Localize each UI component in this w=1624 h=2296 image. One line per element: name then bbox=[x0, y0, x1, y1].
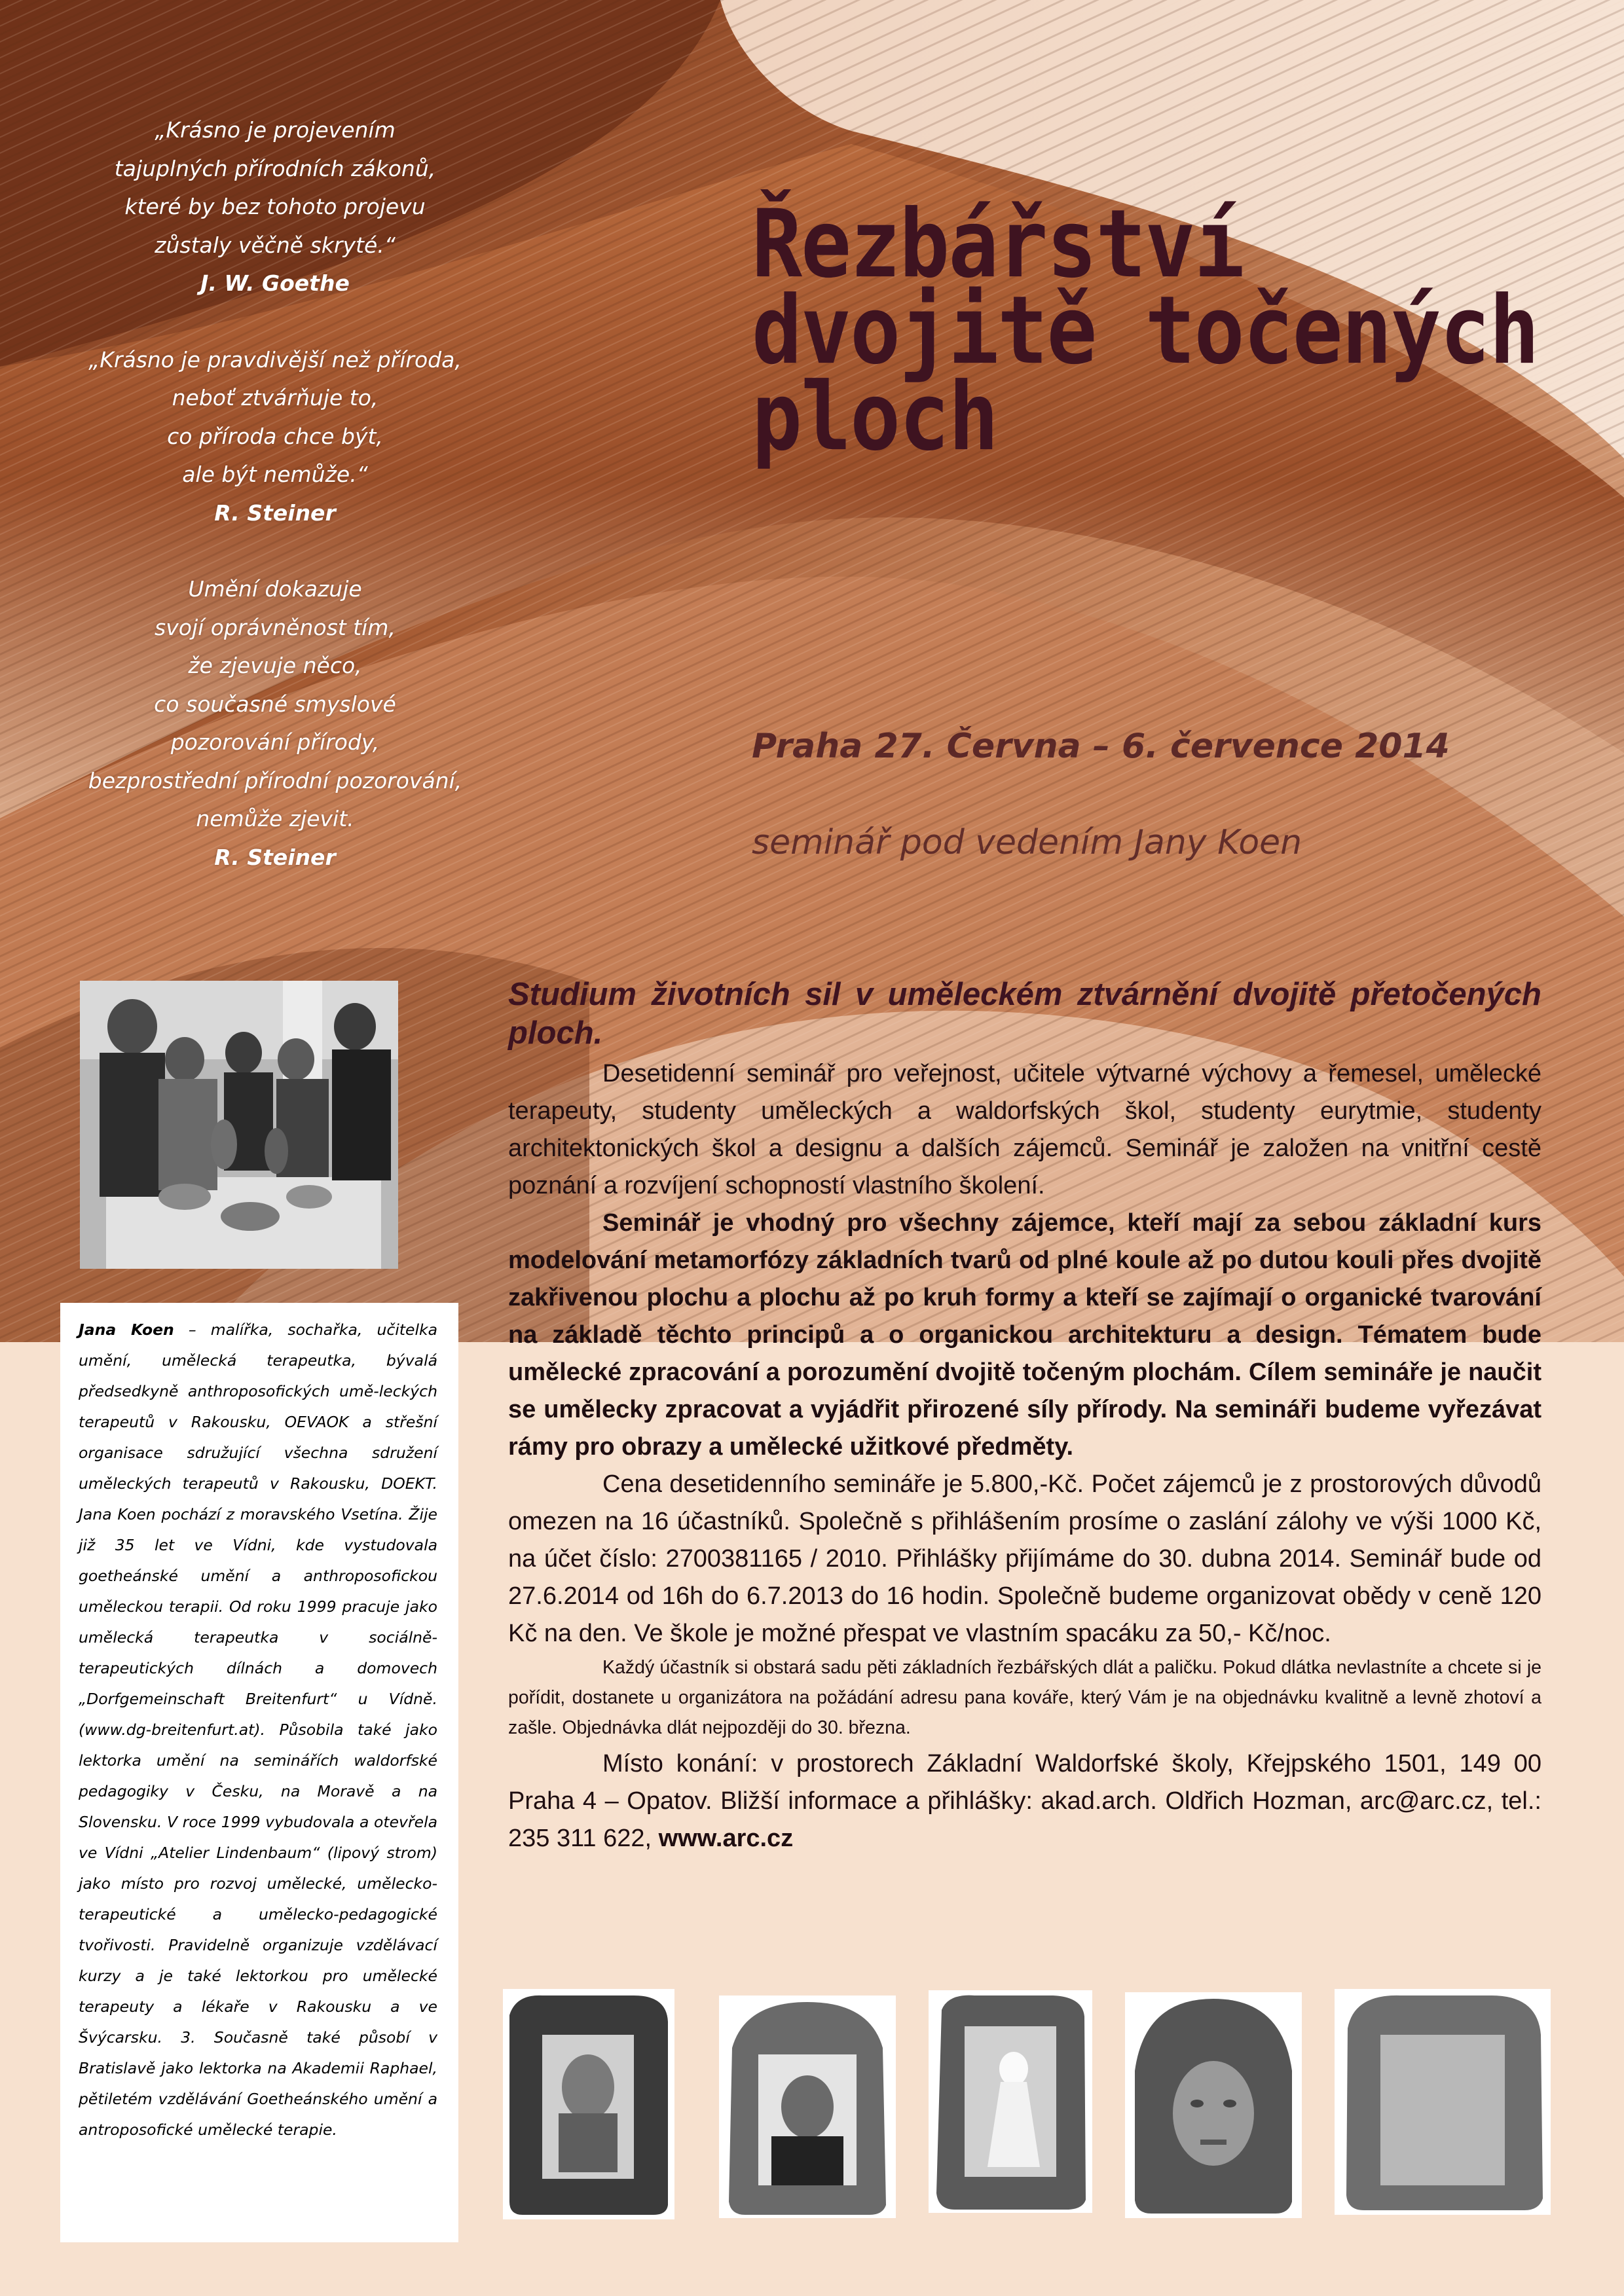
quote-line: „Krásno je pravdivější než příroda, bbox=[88, 346, 462, 373]
quote-author: R. Steiner bbox=[214, 500, 336, 526]
event-subtitle: seminář pod vedením Jany Koen bbox=[752, 823, 1302, 862]
quote-line: tajuplných přírodních zákonů, bbox=[114, 155, 436, 181]
title-line-2: dvojitě točených bbox=[752, 276, 1538, 386]
place-paragraph bbox=[508, 1745, 1541, 1857]
quote-line: neboť ztvárňuje to, bbox=[172, 385, 378, 410]
price-paragraph: Cena desetidenního semináře je 5.800,-Kč. Počet zájemců je z prostorových důvodů omezen na 16 účastníků. Společně s přihlášením prosíme o zaslání zálohy ve výši 1000 Kč, na účet číslo: 2700381165 / 2010. Přihlášky přijímáme do 30. dubna 2014. Seminář bude od 27.6.2014 od 16h do 6.7.2013 do 16 hodin. Společně budeme organizovat obědy v ceně 120 Kč na den. Ve škole je možné přespat ve vlastním spacáku za 50,- Kč/noc. bbox=[508, 1470, 1541, 1647]
title-line-1: Řezbářství bbox=[752, 189, 1244, 299]
biography-name: Jana Koen bbox=[79, 1321, 174, 1339]
carved-frames-gallery bbox=[503, 1989, 1551, 2225]
section-heading: Studium životních sil v uměleckém ztvárnění dvojitě přetočených ploch. bbox=[508, 977, 1541, 1051]
frame-madonna bbox=[503, 1989, 674, 2219]
quote-line: co současné smyslové bbox=[154, 691, 396, 717]
quote-line: „Krásno je projevením bbox=[155, 117, 396, 143]
page-title bbox=[752, 189, 1603, 472]
quote-line: ale být nemůže.“ bbox=[182, 462, 368, 487]
frame-empty bbox=[1335, 1989, 1551, 2215]
workshop-photo bbox=[80, 981, 398, 1269]
quote-author: J. W. Goethe bbox=[200, 270, 350, 296]
tools-paragraph: Každý účastník si obstará sadu pěti základních řezbářských dlát a paličku. Pokud dlátka nevlastníte a chcete si je pořídit, dostanete u organizátora na požádání adresu pana kováře, který Vám je na objednávku kvalitně a levně zhotoví a zašle. Objednávka dlát nejpozději do 30. března. bbox=[508, 1657, 1541, 1738]
frame-face bbox=[1125, 1992, 1302, 2218]
quote-line: které by bez tohoto projevu bbox=[124, 194, 426, 219]
frame-portrait bbox=[719, 1995, 896, 2218]
website-link[interactable]: www.arc.cz bbox=[658, 1825, 794, 1852]
quote-line: Umění dokazuje bbox=[188, 576, 362, 602]
quote-goethe bbox=[72, 111, 478, 303]
quote-line: že zjevuje něco, bbox=[188, 653, 362, 678]
title-line-3: ploch bbox=[752, 362, 998, 472]
biography-box bbox=[60, 1303, 458, 2242]
quote-steiner-1 bbox=[72, 341, 478, 533]
requirements-paragraph: Seminář je vhodný pro všechny zájemce, kteří mají za sebou základní kurs modelování metamorfózy základních tvarů od plné koule až po dutou kouli přes dvojitě zakřivenou plochu a plochu až po kruh formy a kteří se zajímají o organické tvarování na základě těchto principů a o organickou architekturu a design. Tématem bude umělecké zpracování a porozumění dvojitě točeným plochám. Cílem semináře je naučit se umělecky zpracovat a vyjádřit přirozené síly přírody. Na semináři budeme vyřezávat rámy pro obrazy a umělecké užitkové předměty. bbox=[508, 1209, 1541, 1461]
quote-steiner-2 bbox=[72, 570, 478, 877]
quote-line: svojí oprávněnost tím, bbox=[155, 614, 396, 640]
intro-paragraph: Desetidenní seminář pro veřejnost, učitele výtvarné výchovy a řemesel, umělecké terapeuty, studenty uměleckých a waldorfských škol, studenty eurytmie, studenty architektonických škol a designu a dalších zájemců. Seminář je založen na vnitřní cestě poznání a rozvíjení schopností vlastního školení. bbox=[508, 1060, 1541, 1199]
frame-figure bbox=[929, 1990, 1092, 2213]
biography-text: – malířka, sochařka, učitelka umění, umělecká terapeutka, bývalá předsedkyně anthroposofických umě-leckých terapeutů v Rakousku, OEVAOK a střešní organisace sdružující všechna sdružení uměleckých terapeutů v Rakousku, DOEKT. Jana Koen pochází z moravského Vsetína. Žije již 35 let ve Vídni, kde vystudovala goetheánské umění a anthroposofickou uměleckou terapii. Od roku 1999 pracuje jako umělecká terapeutka v sociálně-terapeutických dílnách a domovech „Dorfgemeinschaft Breitenfurt“ u Vídně. (www.dg-breitenfurt.at). Působila také jako lektorka umění na seminářích waldorfské pedagogiky v Česku, na Moravě a na Slovensku. V roce 1999 vybudovala a otevřela ve Vídni „Atelier Lindenbaum“ (lipový strom) jako místo pro rozvoj umělecké, umělecko-terapeutické a umělecko-pedagogické tvořivosti. Pravidelně organizuje vzdělávací kurzy a je také lektorkou pro umělecké terapeuty a lékaře v Rakousku a ve Švýcarsku. 3. Současně také působí v Bratislavě jako lektorka na Akademii Raphael, pětiletém vzdělávání Goetheánského umění a antroposofické umělecké terapie. bbox=[79, 1321, 438, 2139]
quotes-column bbox=[72, 111, 478, 915]
main-content bbox=[508, 975, 1541, 1857]
quote-line: zůstaly věčně skryté.“ bbox=[155, 232, 396, 258]
event-date: Praha 27. Června – 6. července 2014 bbox=[752, 727, 1450, 766]
quote-line: bezprostřední přírodní pozorování, bbox=[88, 767, 462, 793]
quote-line: co příroda chce být, bbox=[167, 423, 383, 449]
quote-line: pozorování přírody, bbox=[170, 729, 380, 755]
quote-line: nemůže zjevit. bbox=[196, 806, 354, 831]
place-text: Místo konání: v prostorech Základní Waldorfské školy, Křejpského 1501, 149 00 Praha 4 – Opatov. Bližší informace a přihlášky: akad.arch. Oldřich Hozman, arc@arc.cz, tel.: 235 311 622, bbox=[508, 1750, 1541, 1852]
quote-author: R. Steiner bbox=[214, 844, 336, 870]
